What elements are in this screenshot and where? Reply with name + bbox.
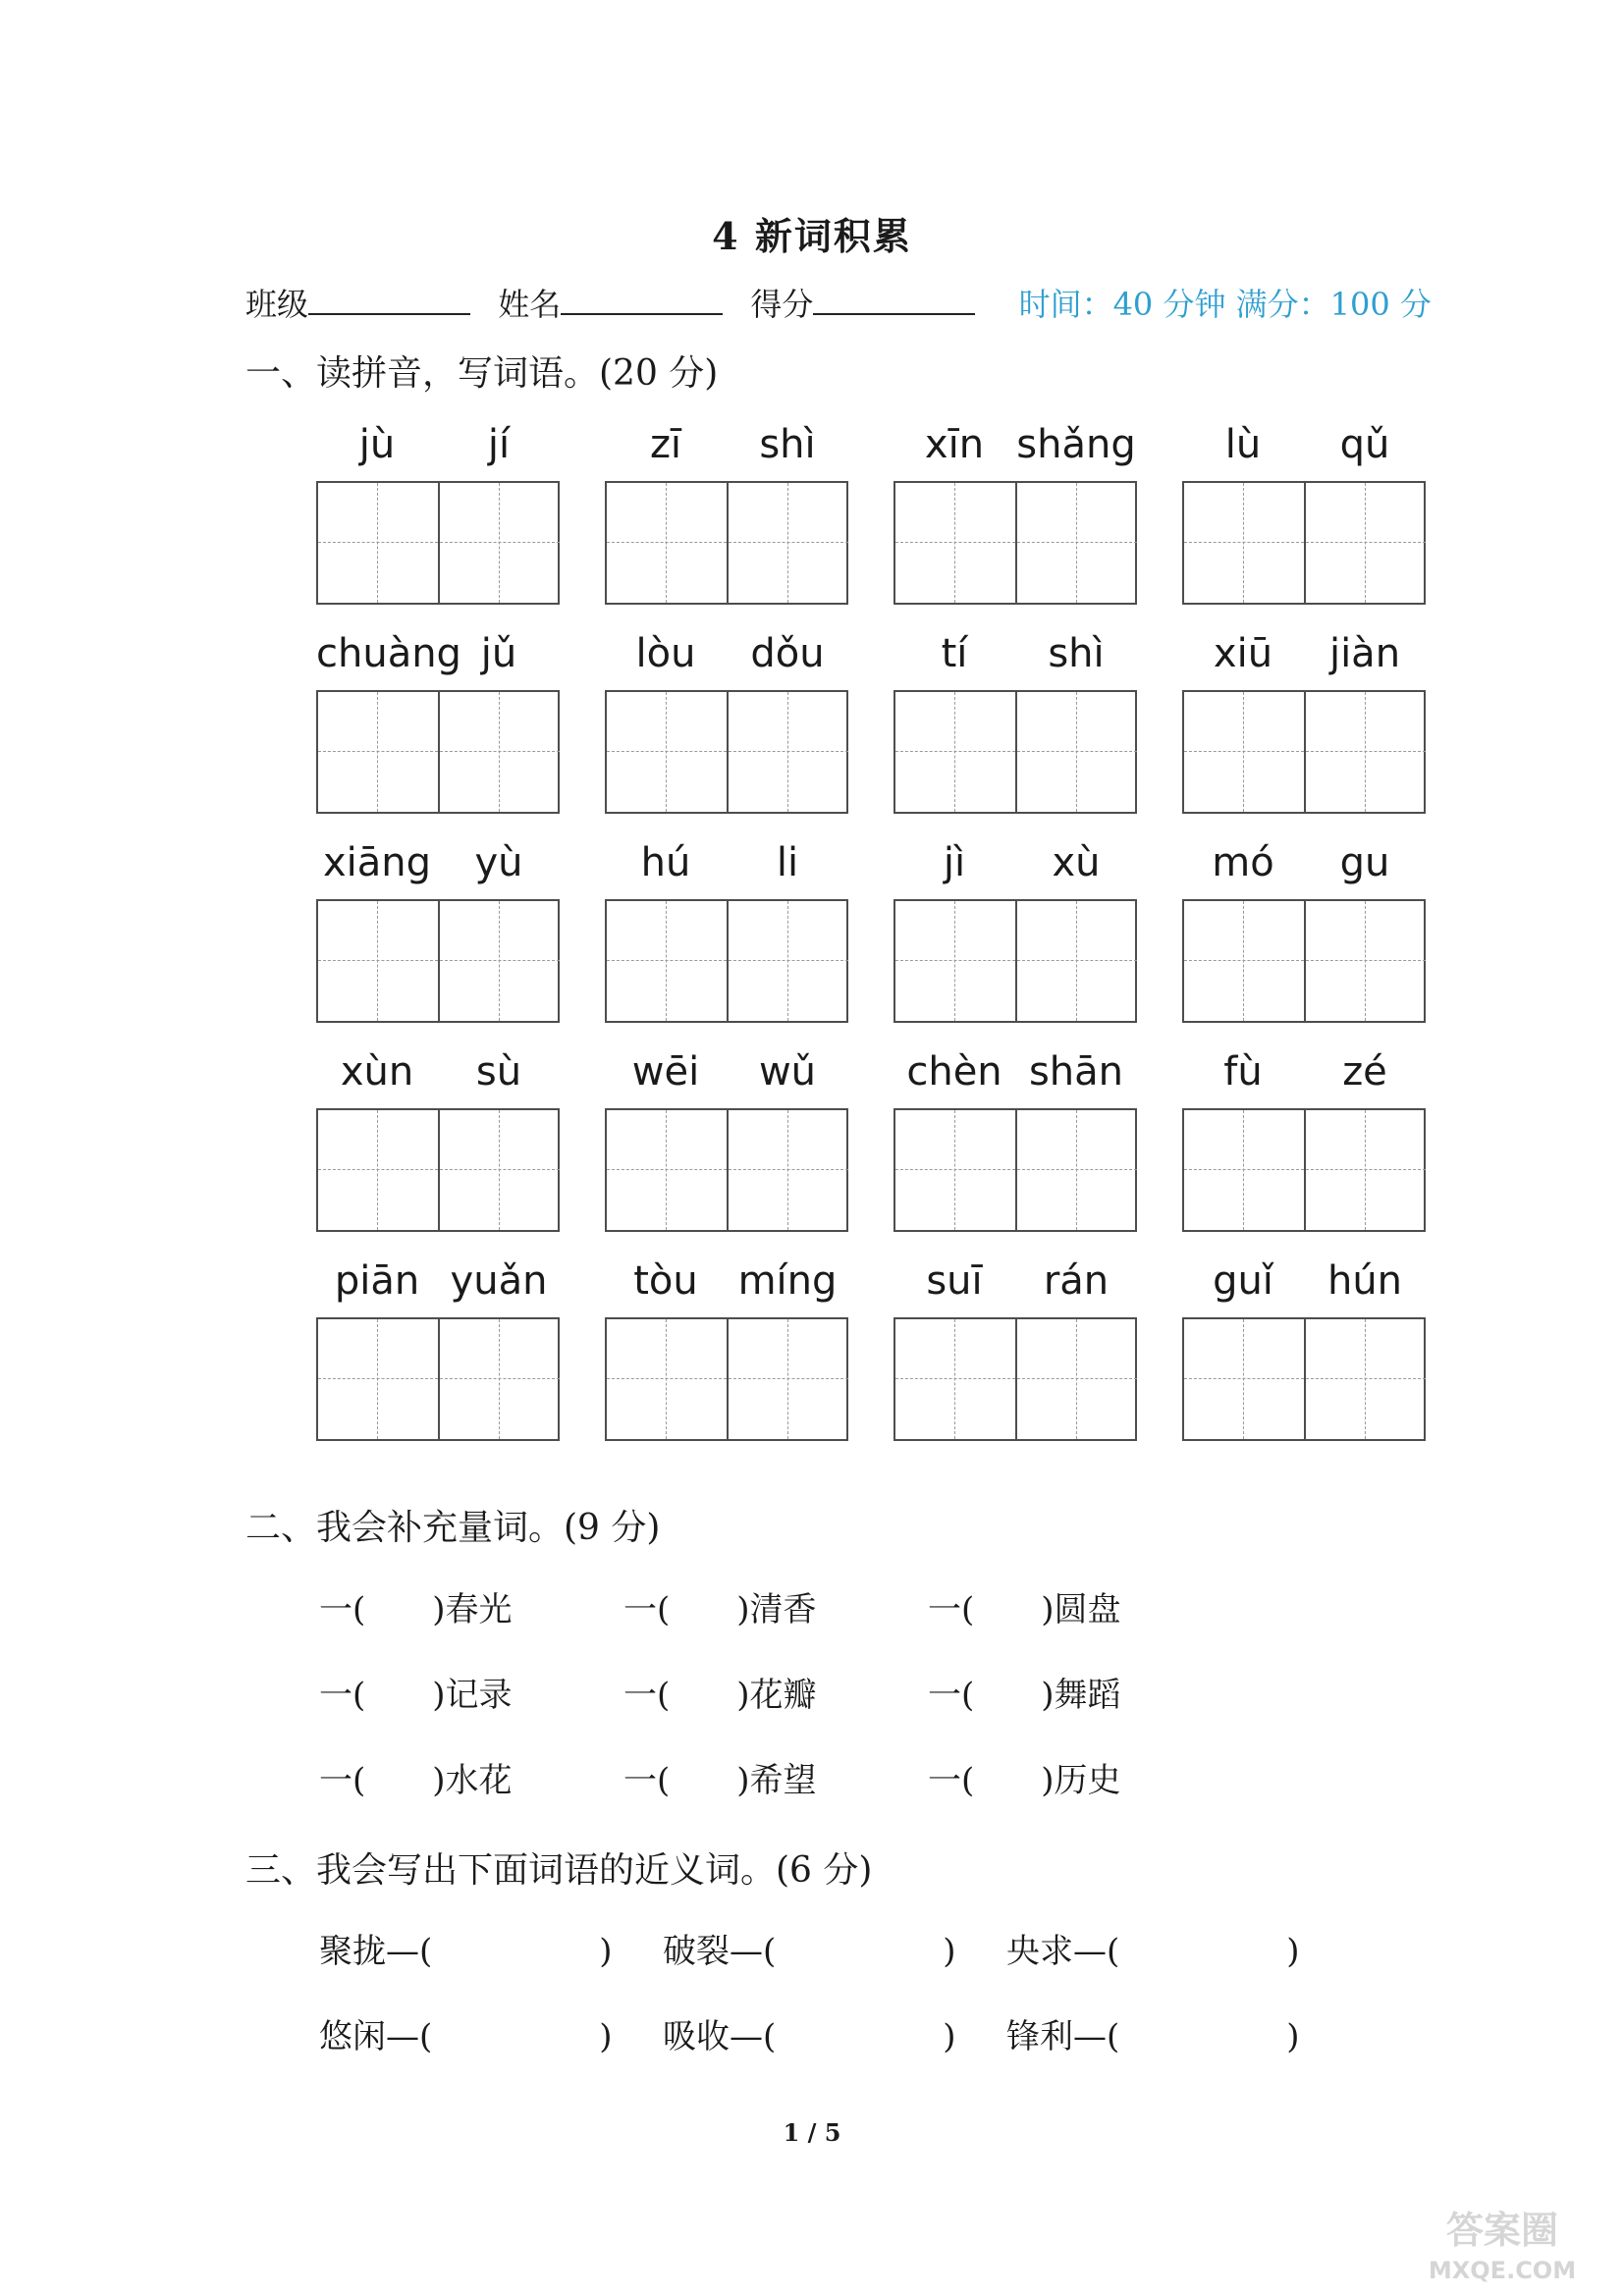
tianzige-boxes: [605, 1108, 848, 1232]
tianzige-boxes: [316, 481, 560, 605]
tianzige-boxes: [605, 690, 848, 814]
writing-cell[interactable]: [1304, 1110, 1424, 1230]
writing-cell[interactable]: [1304, 692, 1424, 812]
pinyin-syllable: li: [776, 840, 799, 885]
pinyin-syllable: shì: [759, 422, 816, 467]
score-blank: [813, 286, 975, 315]
pinyin-syllable: jù: [358, 422, 396, 467]
writing-cell[interactable]: [318, 901, 438, 1021]
writing-cell[interactable]: [1184, 483, 1304, 603]
tianzige-boxes: [893, 690, 1137, 814]
measure-word-item[interactable]: 一( )春光: [319, 1590, 513, 1629]
pinyin-syllable: guǐ: [1213, 1258, 1273, 1304]
pinyin-syllable: jiàn: [1328, 631, 1401, 676]
pinyin-syllable: shān: [1028, 1049, 1124, 1095]
pinyin-syllable: rán: [1043, 1258, 1110, 1304]
pinyin-syllable: zé: [1342, 1049, 1387, 1095]
pinyin-syllable: chèn: [906, 1049, 1002, 1095]
synonym-item[interactable]: 破裂—( ): [663, 1932, 956, 1971]
writing-cell[interactable]: [1015, 901, 1135, 1021]
writing-cell[interactable]: [1015, 692, 1135, 812]
writing-cell[interactable]: [727, 1319, 846, 1439]
tianzige-boxes: [893, 1108, 1137, 1232]
writing-cell[interactable]: [895, 1110, 1015, 1230]
writing-cell[interactable]: [1015, 1319, 1135, 1439]
pinyin-syllable: jì: [943, 840, 966, 885]
pinyin-syllable: xiāng: [322, 840, 432, 885]
time-score-meta: 时间：40 分钟 满分：100 分: [1018, 286, 1432, 323]
writing-cell[interactable]: [318, 483, 438, 603]
synonym-item[interactable]: 聚拢—( ): [319, 1932, 613, 1971]
writing-cell[interactable]: [318, 1110, 438, 1230]
writing-cell[interactable]: [727, 901, 846, 1021]
writing-cell[interactable]: [727, 1110, 846, 1230]
measure-word-item[interactable]: 一( )记录: [319, 1676, 513, 1715]
tianzige-boxes: [605, 1317, 848, 1441]
tianzige-boxes: [1182, 899, 1426, 1023]
writing-cell[interactable]: [1015, 483, 1135, 603]
word-box-pair: [1182, 1049, 1426, 1236]
writing-cell[interactable]: [895, 692, 1015, 812]
word-box-pair: [893, 1049, 1137, 1236]
word-box-pair: [893, 840, 1137, 1027]
synonym-item[interactable]: 央求—( ): [1006, 1932, 1300, 1971]
pinyin-syllable: tí: [941, 631, 968, 676]
score-label: 得分: [750, 286, 814, 323]
writing-cell[interactable]: [1184, 692, 1304, 812]
writing-cell[interactable]: [607, 901, 727, 1021]
name-label: 姓名: [498, 286, 562, 323]
tianzige-boxes: [605, 899, 848, 1023]
page-number: 1 / 5: [783, 2118, 841, 2147]
class-label: 班级: [245, 286, 309, 323]
watermark-url: MXQE.COM: [1428, 2257, 1577, 2284]
pinyin-syllable: yuǎn: [450, 1258, 548, 1304]
pinyin-syllable: tòu: [633, 1258, 698, 1304]
writing-cell[interactable]: [1304, 1319, 1424, 1439]
student-info-row: [245, 280, 1432, 325]
pinyin-syllable: shǎng: [1016, 422, 1136, 467]
writing-cell[interactable]: [438, 692, 558, 812]
writing-cell[interactable]: [607, 1319, 727, 1439]
pinyin-syllable: wǔ: [758, 1049, 817, 1095]
measure-word-item[interactable]: 一( )圆盘: [928, 1590, 1121, 1629]
writing-cell[interactable]: [727, 692, 846, 812]
pinyin-syllable: xùn: [340, 1049, 414, 1095]
pinyin-syllable: hún: [1326, 1258, 1403, 1304]
pinyin-syllable: mó: [1212, 840, 1274, 885]
writing-cell[interactable]: [1304, 901, 1424, 1021]
word-box-pair: [605, 422, 848, 609]
pinyin-syllable: sù: [475, 1049, 522, 1095]
writing-cell[interactable]: [607, 1110, 727, 1230]
pinyin-syllable: gu: [1339, 840, 1390, 885]
synonym-item[interactable]: 锋利—( ): [1006, 2017, 1300, 2056]
word-box-pair: [605, 631, 848, 818]
measure-word-item[interactable]: 一( )花瓣: [623, 1676, 817, 1715]
writing-cell[interactable]: [895, 901, 1015, 1021]
tianzige-boxes: [316, 1108, 560, 1232]
word-box-pair: [893, 422, 1137, 609]
tianzige-boxes: [1182, 481, 1426, 605]
pinyin-syllable: yù: [474, 840, 523, 885]
word-box-pair: [605, 1258, 848, 1445]
writing-cell[interactable]: [1304, 483, 1424, 603]
pinyin-syllable: xīn: [924, 422, 985, 467]
word-box-pair: [316, 631, 560, 818]
word-box-pair: [605, 840, 848, 1027]
tianzige-boxes: [893, 1317, 1137, 1441]
tianzige-boxes: [605, 481, 848, 605]
writing-cell[interactable]: [1184, 901, 1304, 1021]
writing-cell[interactable]: [895, 483, 1015, 603]
word-box-pair: [605, 1049, 848, 1236]
word-box-pair: [316, 1049, 560, 1236]
pinyin-syllable: lù: [1224, 422, 1262, 467]
section-3-heading: 三、我会写出下面词语的近义词。(6 分): [245, 1850, 873, 1891]
measure-word-item[interactable]: 一( )水花: [319, 1761, 513, 1800]
synonym-item[interactable]: 悠闲—( ): [319, 2017, 613, 2056]
tianzige-boxes: [1182, 1108, 1426, 1232]
writing-cell[interactable]: [318, 692, 438, 812]
measure-word-item[interactable]: 一( )清香: [623, 1590, 817, 1629]
section-2-heading: 二、我会补充量词。(9 分): [245, 1508, 661, 1548]
tianzige-boxes: [1182, 690, 1426, 814]
pinyin-syllable: zī: [649, 422, 682, 467]
writing-cell[interactable]: [607, 692, 727, 812]
writing-cell[interactable]: [1184, 1319, 1304, 1439]
tianzige-boxes: [1182, 1317, 1426, 1441]
word-box-pair: [1182, 422, 1426, 609]
writing-cell[interactable]: [438, 483, 558, 603]
pinyin-syllable: piān: [334, 1258, 420, 1304]
pinyin-syllable: jí: [487, 422, 511, 467]
word-box-pair: [316, 422, 560, 609]
word-box-pair: [893, 1258, 1137, 1445]
tianzige-boxes: [316, 899, 560, 1023]
watermark-text: 答案圈: [1445, 2209, 1559, 2252]
word-box-pair: [893, 631, 1137, 818]
word-box-pair: [316, 1258, 560, 1445]
tianzige-boxes: [893, 481, 1137, 605]
writing-cell[interactable]: [438, 901, 558, 1021]
pinyin-syllable: shì: [1048, 631, 1105, 676]
writing-cell[interactable]: [438, 1110, 558, 1230]
pinyin-syllable: jǔ: [480, 631, 517, 676]
watermark-logo: [1394, 2202, 1610, 2286]
word-box-pair: [1182, 840, 1426, 1027]
word-box-pair: [316, 840, 560, 1027]
pinyin-syllable: dǒu: [750, 631, 825, 676]
pinyin-syllable: wēi: [631, 1049, 700, 1095]
pinyin-syllable: míng: [737, 1258, 838, 1304]
measure-word-item[interactable]: 一( )希望: [623, 1761, 817, 1800]
name-blank: [561, 286, 723, 315]
writing-cell[interactable]: [607, 483, 727, 603]
word-box-pair: [1182, 1258, 1426, 1445]
writing-cell[interactable]: [727, 483, 846, 603]
pinyin-syllable: qǔ: [1339, 422, 1390, 467]
pinyin-syllable: xiū: [1213, 631, 1273, 676]
writing-cell[interactable]: [438, 1319, 558, 1439]
measure-word-item[interactable]: 一( )历史: [928, 1761, 1121, 1800]
tianzige-boxes: [316, 1317, 560, 1441]
pinyin-syllable: chuàng: [316, 631, 461, 676]
pinyin-syllable: xù: [1052, 840, 1101, 885]
pinyin-syllable: fù: [1223, 1049, 1263, 1095]
writing-cell[interactable]: [1184, 1110, 1304, 1230]
page-title: 4 新词积累: [712, 214, 912, 258]
class-blank: [308, 286, 470, 315]
section-1-heading: 一、读拼音，写词语。(20 分): [245, 353, 719, 394]
measure-word-item[interactable]: 一( )舞蹈: [928, 1676, 1121, 1715]
pinyin-syllable: lòu: [635, 631, 696, 676]
writing-cell[interactable]: [1015, 1110, 1135, 1230]
writing-cell[interactable]: [895, 1319, 1015, 1439]
pinyin-syllable: hú: [640, 840, 691, 885]
word-box-pair: [1182, 631, 1426, 818]
synonym-item[interactable]: 吸收—( ): [663, 2017, 956, 2056]
tianzige-boxes: [316, 690, 560, 814]
pinyin-syllable: suī: [926, 1258, 983, 1304]
writing-cell[interactable]: [318, 1319, 438, 1439]
tianzige-boxes: [893, 899, 1137, 1023]
